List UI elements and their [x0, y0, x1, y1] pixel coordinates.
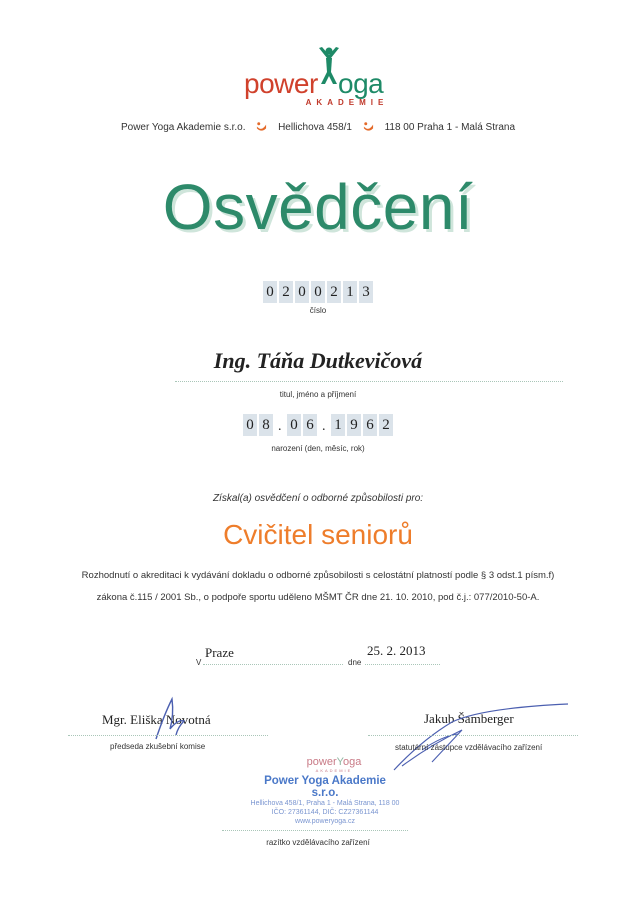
- holder-name: Ing. Táňa Dutkevičová: [213, 348, 423, 373]
- date-separator: .: [278, 419, 282, 434]
- logo-power-text: power: [244, 68, 318, 99]
- issue-place: Praze: [205, 645, 234, 660]
- number-digit: 2: [327, 281, 341, 303]
- stamp-logo-oga: oga: [342, 756, 362, 768]
- stamp-company-name: Power Yoga Akademie s.r.o.: [264, 775, 386, 799]
- stamp-rule: [222, 830, 408, 831]
- birth-digit: 0: [287, 414, 301, 436]
- birth-digit: 1: [331, 414, 345, 436]
- left-signatory-name: Mgr. Eliška Novotná: [102, 712, 211, 727]
- birth-digit: 6: [363, 414, 377, 436]
- logo-oga-text: oga: [338, 68, 384, 99]
- yoga-pose-icon: [256, 121, 267, 132]
- yoga-pose-icon: [363, 121, 374, 132]
- number-digit: 0: [295, 281, 309, 303]
- left-signatory-label: předseda zkušební komise: [110, 742, 206, 751]
- date-separator: .: [322, 419, 326, 434]
- birth-digit: 8: [259, 414, 273, 436]
- right-signature-rule: [368, 735, 578, 736]
- issue-date: 25. 2. 2013: [367, 643, 426, 658]
- stamp-logo-y: Y: [336, 756, 343, 768]
- birth-digit: 6: [303, 414, 317, 436]
- stamp-logo-power: power: [306, 756, 337, 768]
- stamp-ids: IČO: 27361144, DIČ: CZ27361144: [271, 809, 379, 816]
- logo-akademie-text: AKADEMIE: [305, 98, 389, 107]
- left-signature-rule: [68, 735, 268, 736]
- decision-line-1: Rozhodnutí o akreditaci k vydávání dokladu o odborné způsobilosti s celostátní platností podle § 3 odst.1 písm.f): [81, 570, 555, 581]
- right-signature: [392, 700, 572, 772]
- birth-date: [0, 414, 636, 436]
- place-rule: [203, 664, 343, 665]
- acquired-text: Získal(a) osvědčení o odborné způsobilosti pro:: [212, 493, 424, 504]
- certificate-number: [0, 281, 636, 303]
- holder-name-label: titul, jméno a příjmení: [279, 390, 357, 399]
- right-signatory-label: statutární zástupce vzdělávacího zařízení: [395, 743, 543, 752]
- number-digit: 1: [343, 281, 357, 303]
- number-digit: 0: [263, 281, 277, 303]
- name-rule: [175, 381, 563, 382]
- date-label: dne: [348, 658, 362, 667]
- birth-digit: 9: [347, 414, 361, 436]
- number-digit: 3: [359, 281, 373, 303]
- number-digit: 2: [279, 281, 293, 303]
- birth-digit: 0: [243, 414, 257, 436]
- decision-line-2: zákona č.115 / 2001 Sb., o podpoře sportu uděleno MŠMT ČR dne 21. 10. 2010, pod č.j.: 077/2010-50-A.: [96, 592, 540, 603]
- address-city: 118 00 Praha 1 - Malá Strana: [384, 122, 516, 133]
- birth-date-label: narození (den, měsíc, rok): [271, 444, 365, 453]
- address-line: [0, 121, 636, 133]
- stamp-website: www.poweryoga.cz: [295, 818, 355, 825]
- stamp-address: Hellichova 458/1, Praha 1 - Malá Strana, 118 00: [250, 800, 400, 807]
- place-label: V: [196, 658, 202, 667]
- certificate-title: Osvědčení: [162, 171, 474, 243]
- birth-digit: 2: [379, 414, 393, 436]
- address-street: Hellichova 458/1: [278, 122, 352, 133]
- date-rule: [365, 664, 440, 665]
- number-label: číslo: [309, 306, 327, 315]
- stamp-logo-akademie: AKADEMIE: [315, 768, 353, 773]
- company-name: Power Yoga Akademie s.r.o.: [120, 122, 246, 133]
- institution-stamp: [250, 756, 400, 826]
- logo: [0, 40, 636, 120]
- right-signatory-name: Jakub Šamberger: [424, 711, 514, 726]
- course-name: Cvičitel seniorů: [223, 519, 413, 550]
- stamp-logo: [250, 756, 400, 773]
- number-digit: 0: [311, 281, 325, 303]
- stamp-label: razítko vzdělávacího zařízení: [266, 838, 370, 847]
